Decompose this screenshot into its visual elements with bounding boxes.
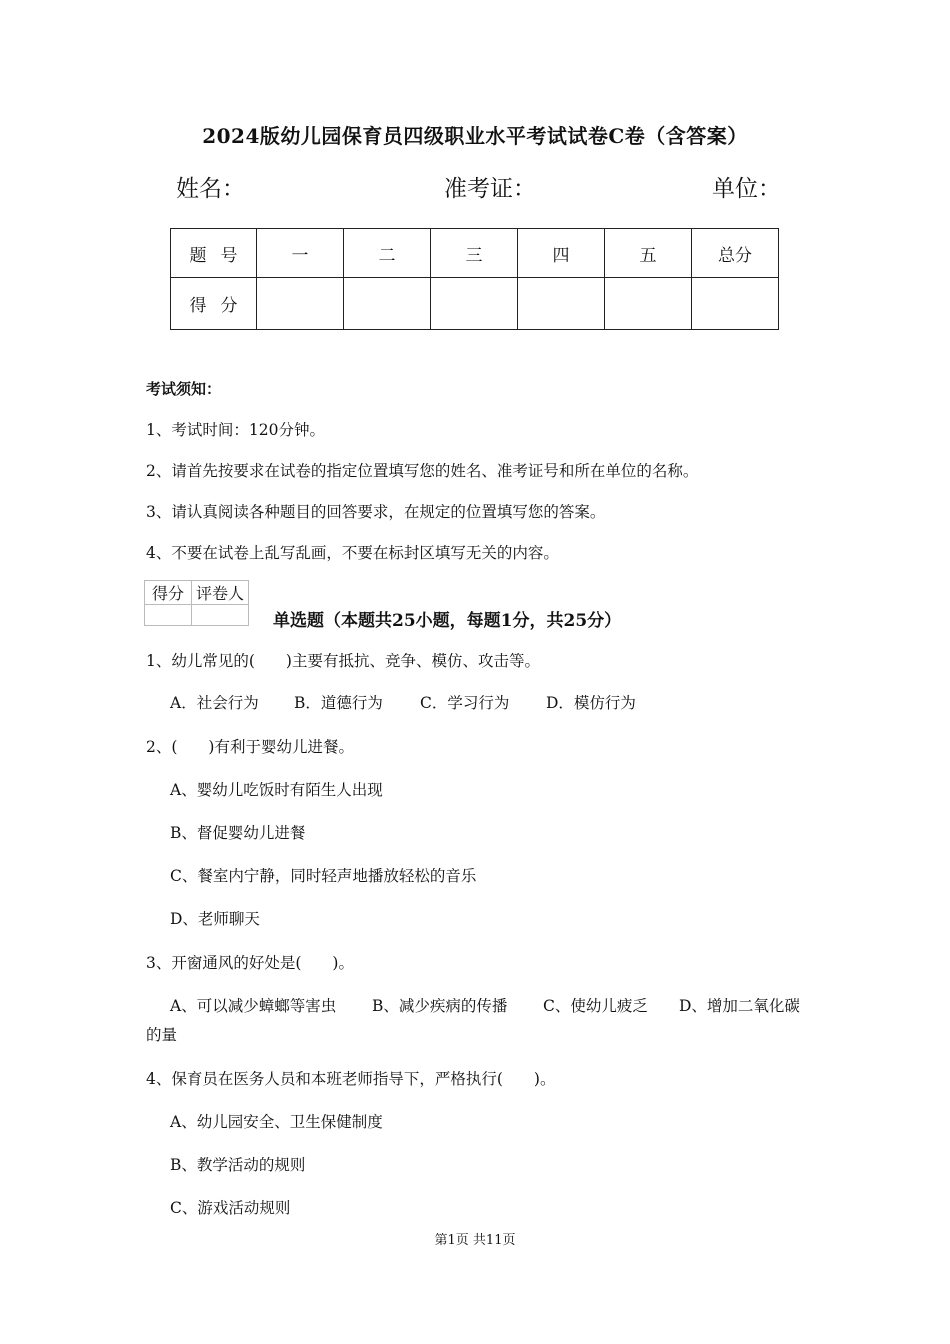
name-label: 姓名： xyxy=(176,176,245,202)
score-cell[interactable] xyxy=(344,278,431,330)
score-table-score-row xyxy=(171,278,779,330)
question-stem: 3、开窗通风的好处是( )。 xyxy=(146,954,354,972)
grader-score-cell[interactable] xyxy=(145,605,192,626)
unit-label: 单位： xyxy=(712,176,781,202)
question-option: B、督促婴幼儿进餐 xyxy=(170,824,306,842)
question-option: D．模仿行为 xyxy=(546,694,636,712)
page-footer: 第1页 共11页 xyxy=(434,1233,516,1248)
grader-box xyxy=(144,580,249,626)
note-item: 4、不要在试卷上乱写乱画，不要在标封区填写无关的内容。 xyxy=(146,544,559,562)
question-option: B、教学活动的规则 xyxy=(170,1156,306,1174)
score-cell[interactable] xyxy=(605,278,692,330)
question-option: D、老师聊天 xyxy=(170,910,260,928)
score-table-header-cell: 一 xyxy=(257,229,344,278)
question-option: C、使幼儿疲乏 xyxy=(543,997,648,1015)
note-item: 3、请认真阅读各种题目的回答要求，在规定的位置填写您的答案。 xyxy=(146,503,606,521)
note-item: 2、请首先按要求在试卷的指定位置填写您的姓名、准考证号和所在单位的名称。 xyxy=(146,462,699,480)
question-option: C、餐室内宁静，同时轻声地播放轻松的音乐 xyxy=(170,867,477,885)
question-option: A、可以减少蟑螂等害虫 xyxy=(170,997,337,1015)
notes-heading: 考试须知： xyxy=(146,380,222,398)
score-table xyxy=(170,228,779,330)
question-option: B．道德行为 xyxy=(294,694,383,712)
score-row-label: 得分 xyxy=(171,278,257,330)
score-table-header-cell: 总分 xyxy=(692,229,779,278)
score-table-header-cell: 二 xyxy=(344,229,431,278)
grader-name-cell[interactable] xyxy=(192,605,249,626)
question-stem: 4、保育员在医务人员和本班老师指导下，严格执行( )。 xyxy=(146,1070,556,1088)
score-table-header-cell: 五 xyxy=(605,229,692,278)
question-option: A、婴幼儿吃饭时有陌生人出现 xyxy=(170,781,383,799)
question-option: A．社会行为 xyxy=(170,694,259,712)
question-option: C、游戏活动规则 xyxy=(170,1199,291,1217)
score-table-header-row xyxy=(171,229,779,278)
score-table-header-cell: 四 xyxy=(518,229,605,278)
section-heading: 单选题（本题共25小题，每题1分，共25分） xyxy=(273,611,622,631)
score-table-header-cell: 题号 xyxy=(171,229,257,278)
score-table-header-cell: 三 xyxy=(431,229,518,278)
grader-score-label: 得分 xyxy=(145,581,192,605)
score-cell[interactable] xyxy=(431,278,518,330)
score-cell[interactable] xyxy=(257,278,344,330)
question-option-wrap: 的量 xyxy=(146,1026,178,1044)
grader-name-label: 评卷人 xyxy=(192,581,249,605)
question-option: B、减少疾病的传播 xyxy=(372,997,508,1015)
question-option: C．学习行为 xyxy=(420,694,510,712)
question-stem: 1、幼儿常见的( )主要有抵抗、竞争、模仿、攻击等。 xyxy=(146,652,540,670)
question-option: D、增加二氧化碳 xyxy=(679,997,800,1015)
document-title: 2024版幼儿园保育员四级职业水平考试试卷C卷（含答案） xyxy=(202,124,748,148)
exam-id-label: 准考证： xyxy=(444,176,536,202)
candidate-info-row xyxy=(176,170,796,204)
note-item: 1、考试时间：120分钟。 xyxy=(146,421,325,439)
score-cell[interactable] xyxy=(692,278,779,330)
question-stem: 2、( )有利于婴幼儿进餐。 xyxy=(146,738,354,756)
score-cell[interactable] xyxy=(518,278,605,330)
question-option: A、幼儿园安全、卫生保健制度 xyxy=(170,1113,383,1131)
